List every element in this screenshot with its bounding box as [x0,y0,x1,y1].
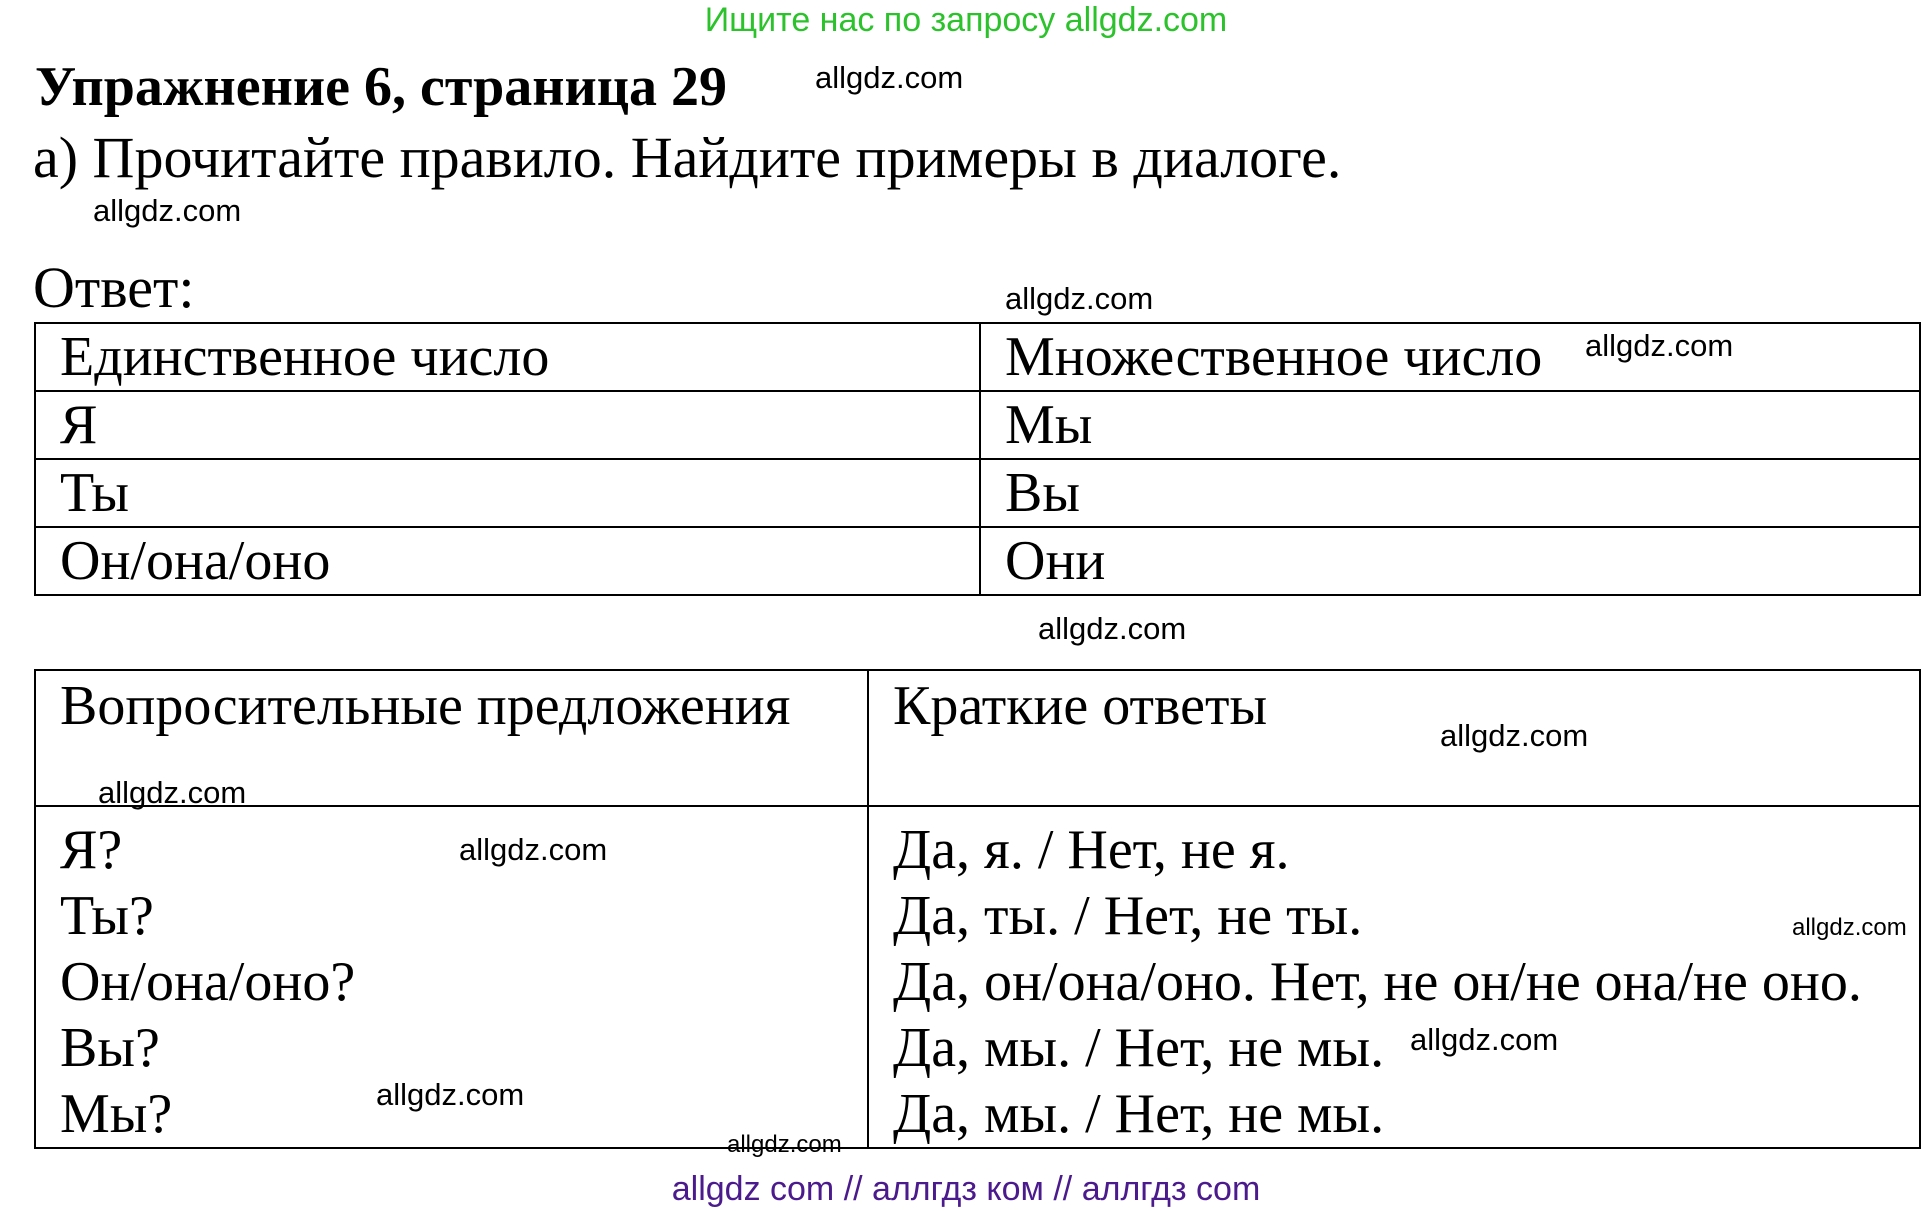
watermark: allgdz.com [727,1131,842,1158]
table-cell: Вы [980,459,1920,527]
answer-label: Ответ: [33,255,195,320]
question-line: Ты? [60,885,154,947]
table-cell: Я [35,391,980,459]
answer-line: Да, ты. / Нет, не ты. [893,885,1363,947]
table-header-cell: Краткие ответы [868,670,1920,806]
table-row [35,527,1920,595]
table-header-cell: Множественное число [980,323,1920,391]
question-line: Вы? [60,1017,160,1079]
table-row [35,806,1920,1148]
watermark: allgdz.com [1038,611,1187,646]
question-line: Я? [60,819,123,881]
watermark: allgdz.com [459,832,608,867]
watermark: allgdz.com [1440,718,1589,753]
answer-line: Да, мы. / Нет, не мы. [893,1083,1385,1145]
page-title: Упражнение 6, страница 29 [35,56,728,118]
question-line: Мы? [60,1083,173,1145]
watermark: allgdz.com [815,60,964,95]
questions-table [34,669,1921,1149]
task-text: а) Прочитайте правило. Найдите примеры в диалоге. [33,125,1342,190]
watermark: allgdz.com [1585,328,1734,363]
table-header-cell: Вопросительные предложения [35,670,868,806]
answer-line: Да, я. / Нет, не я. [893,819,1290,881]
table-header-cell: Единственное число [35,323,980,391]
table-row [35,391,1920,459]
answer-line: Да, мы. / Нет, не мы. [893,1017,1385,1079]
table-cell: Он/она/оно [35,527,980,595]
footer-links: allgdz com // аллгдз ком // аллгдз com [671,1170,1261,1208]
watermark: allgdz.com [376,1077,525,1112]
top-banner: Ищите нас по запросу allgdz.com [704,1,1228,39]
table-cell: Ты [35,459,980,527]
answers-cell [868,806,1920,1148]
watermark: allgdz.com [1792,914,1907,941]
table-cell: Мы [980,391,1920,459]
watermark: allgdz.com [98,775,247,810]
watermark: allgdz.com [1410,1022,1559,1057]
table-cell: Они [980,527,1920,595]
watermark: allgdz.com [93,193,242,228]
answer-line: Да, он/она/оно. Нет, не он/не она/не оно. [893,951,1862,1013]
table-row [35,459,1920,527]
watermark: allgdz.com [1005,281,1154,316]
table-header-row [35,670,1920,806]
question-line: Он/она/оно? [60,951,356,1013]
